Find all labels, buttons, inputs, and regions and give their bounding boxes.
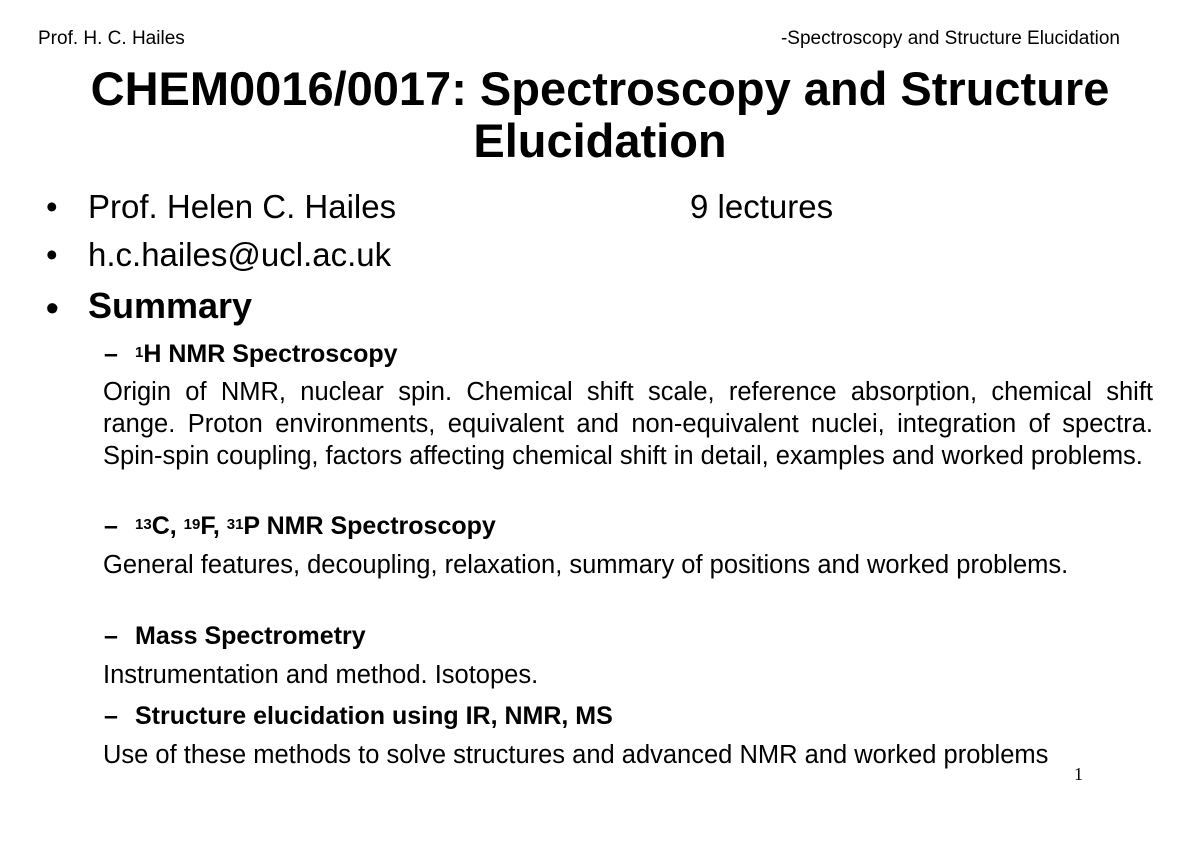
isotope-superscript: 19 <box>183 516 201 533</box>
bullet-instructor <box>46 188 396 226</box>
section-heading-text: H NMR Spectroscopy <box>143 340 398 368</box>
section-heading-mass-spectrometry <box>104 621 366 651</box>
isotope-superscript: 31 <box>226 516 244 533</box>
isotope-superscript: 1 <box>135 344 144 361</box>
section-heading-text: F, <box>200 512 227 540</box>
header-author: Prof. H. C. Hailes <box>38 28 185 49</box>
page-title: CHEM0016/0017: Spectroscopy and Structure Elucidation <box>90 62 1110 167</box>
bullet-marker: • <box>46 188 58 225</box>
section-description-mass-spectrometry: Instrumentation and method. Isotopes. <box>103 661 539 689</box>
bullet-email <box>46 236 391 274</box>
page-number: 1 <box>1074 764 1083 784</box>
section-heading-heteronuclear-nmr <box>104 511 496 541</box>
dash-marker: – <box>104 622 118 650</box>
instructor-name: Prof. Helen C. Hailes <box>88 188 397 225</box>
section-description-1h-nmr: Origin of NMR, nuclear spin. Chemical shift scale, reference absorption, chemical shift range. Proton environments, equivalent and non-equivalent nuclei, integration of spectra. Spin-spin coupling, factors affecting chemical shift in detail, examples and worked problems. <box>103 378 1153 470</box>
section-heading-text: Structure elucidation using IR, NMR, MS <box>135 702 613 730</box>
section-heading-text: P NMR Spectroscopy <box>243 512 496 540</box>
section-description-structure-elucidation: Use of these methods to solve structures and advanced NMR and worked problems <box>103 741 1049 769</box>
section-description-heteronuclear-nmr: General features, decoupling, relaxation, summary of positions and worked problems. <box>103 551 1069 579</box>
dash-marker: – <box>104 512 118 540</box>
section-heading-structure-elucidation <box>104 701 613 731</box>
lecture-count: 9 lectures <box>690 188 834 225</box>
dash-marker: – <box>104 340 118 368</box>
isotope-superscript: 13 <box>135 516 152 533</box>
summary-heading: Summary <box>88 285 253 326</box>
header-course: -Spectroscopy and Structure Elucidation <box>780 28 1120 49</box>
section-heading-1h-nmr <box>104 339 398 369</box>
bullet-marker: • <box>46 236 58 273</box>
dash-marker: – <box>104 702 118 730</box>
section-heading-text: Mass Spectrometry <box>135 622 366 650</box>
section-heading-text: C, <box>151 512 184 540</box>
instructor-email: h.c.hailes@ucl.ac.uk <box>88 236 392 273</box>
bullet-marker: • <box>46 287 59 328</box>
